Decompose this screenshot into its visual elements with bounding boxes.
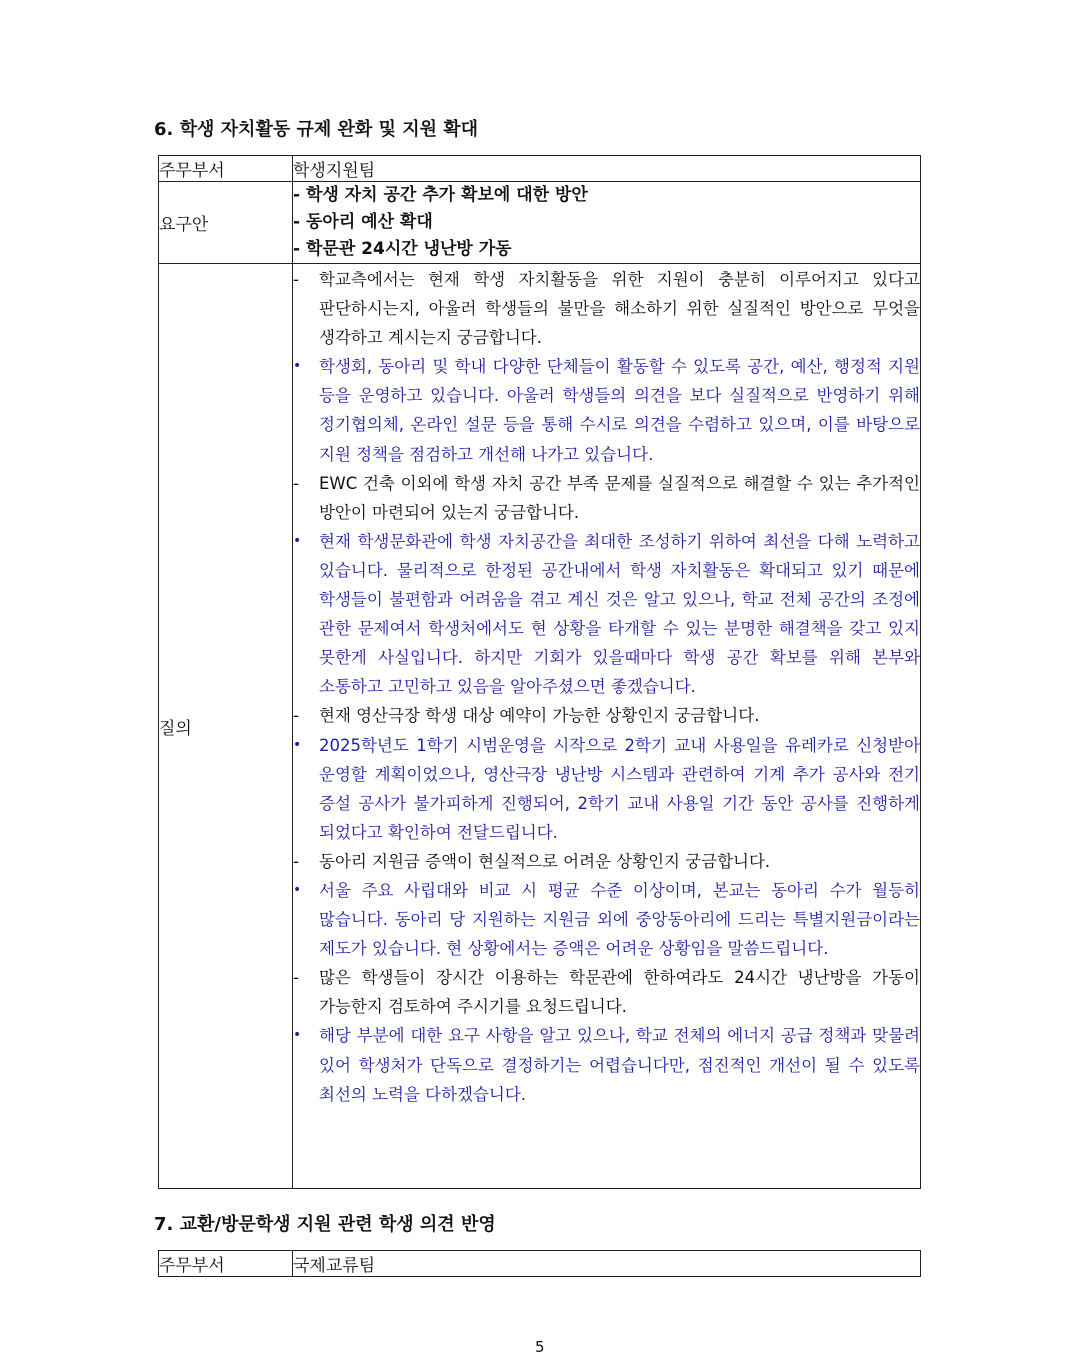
dash-marker: -	[293, 968, 299, 988]
dept-label: 주무부서	[159, 156, 293, 182]
dash-marker: -	[293, 706, 299, 726]
bullet-icon: •	[293, 881, 302, 898]
section-7-title: 7. 교환/방문학생 지원 관련 학생 의견 반영	[154, 1214, 496, 1235]
bullet-icon: •	[293, 532, 302, 549]
answer-item	[293, 876, 920, 963]
question-item	[293, 701, 920, 730]
question-text: 많은 학생들이 장시간 이용하는 학문관에 한하여라도 24시간 냉난방을 가동이 가능한지 검토하여 주시기를 요청드립니다.	[319, 968, 920, 1017]
bullet-icon: •	[293, 358, 302, 375]
answer-text: 서울 주요 사립대와 비교 시 평균 수준 이상이며, 본교는 동아리 수가 월등히 많습니다. 동아리 당 지원하는 지원금 외에 중앙동아리에 드리는 특별지원금이라는 제도가 있습니다. 현 상황에서는 증액은 어려운 상황임을 말씀드립니다.	[319, 880, 920, 959]
dash-marker: -	[293, 270, 299, 289]
dash-marker: -	[293, 851, 299, 871]
dept-label: 주무부서	[159, 1251, 293, 1277]
section-6-title: 6. 학생 자치활동 규제 완화 및 지원 확대	[154, 119, 479, 140]
answer-item	[293, 527, 920, 702]
dash-marker: -	[293, 473, 299, 493]
dept-row	[159, 156, 921, 182]
answer-text: 해당 부분에 대한 요구 사항을 알고 있으나, 학교 전체의 에너지 공급 정책과 맞물려 있어 학생처가 단독으로 결정하기는 어렵습니다만, 점진적인 개선이 될 수 있도록 최선의 노력을 다하겠습니다.	[319, 1026, 920, 1104]
section-7-table	[158, 1250, 921, 1277]
request-item: - 학문관 24시간 냉난방 가동	[293, 239, 512, 259]
question-item	[293, 265, 920, 352]
answer-text: 2025학년도 1학기 시범운영을 시작으로 2학기 교내 사용일을 유레카로 신청받아 운영할 계획이었으나, 영산극장 냉난방 시스템과 관련하여 기계 추가 공사와 전기 증설 공사가 불가피하게 진행되어, 2학기 교내 사용일 기간 동안 공사를 진행하게 되었다고 확인하여 전달드립니다.	[319, 735, 920, 842]
section-6-table	[158, 155, 921, 1189]
answer-item	[293, 1021, 920, 1108]
inquiry-content	[293, 264, 921, 1189]
page-number: 5	[535, 1338, 545, 1356]
question-item	[293, 963, 920, 1021]
bullet-icon: •	[293, 1027, 302, 1044]
question-text: 현재 영산극장 학생 대상 예약이 가능한 상황인지 궁금합니다.	[319, 706, 760, 726]
request-item: - 동아리 예산 확대	[293, 212, 433, 232]
inquiry-label: 질의	[159, 264, 293, 1189]
question-text: 동아리 지원금 증액이 현실적으로 어려운 상황인지 궁금합니다.	[319, 851, 771, 871]
question-item	[293, 847, 920, 876]
request-list	[293, 182, 921, 264]
inquiry-row	[159, 264, 921, 1189]
answer-item	[293, 731, 920, 847]
answer-text: 학생회, 동아리 및 학내 다양한 단체들이 활동할 수 있도록 공간, 예산, 행정적 지원 등을 운영하고 있습니다. 아울러 학생들의 의견을 보다 실질적으로 반영하기 위해 정기협의체, 온라인 설문 등을 통해 수시로 의견을 수렴하고 있으며, 이를 바탕으로 지원 정책을 점검하고 개선해 나가고 있습니다.	[319, 357, 920, 464]
request-item: - 학생 자치 공간 추가 확보에 대한 방안	[293, 185, 588, 205]
answer-item	[293, 352, 920, 468]
question-item	[293, 469, 920, 527]
bullet-icon: •	[293, 736, 302, 753]
question-text: EWC 건축 이외에 학생 자치 공간 부족 문제를 실질적으로 해결할 수 있는 추가적인 방안이 마련되어 있는지 궁금합니다.	[319, 473, 920, 522]
question-text: 학교측에서는 현재 학생 자치활동을 위한 지원이 충분히 이루어지고 있다고 판단하시는지, 아울러 학생들의 불만을 해소하기 위한 실질적인 방안으로 무엇을 생각하고 계시는지 궁금합니다.	[319, 270, 920, 348]
dept-value: 학생지원팀	[293, 156, 921, 182]
request-row	[159, 182, 921, 264]
request-label: 요구안	[159, 182, 293, 264]
dept-row	[159, 1251, 921, 1277]
dept-value: 국제교류팀	[293, 1251, 921, 1277]
answer-text: 현재 학생문화관에 학생 자치공간을 최대한 조성하기 위하여 최선을 다해 노력하고 있습니다. 물리적으로 한정된 공간내에서 학생 자치활동은 확대되고 있기 때문에 학생들이 불편함과 어려움을 겪고 계신 것은 알고 있으나, 학교 전체 공간의 조정에 관한 문제여서 학생처에서도 현 상황을 타개할 수 있는 분명한 해결책을 갖고 있지 못한게 사실입니다. 하지만 기회가 있을때마다 학생 공간 확보를 위해 본부와 소통하고 고민하고 있음을 알아주셨으면 좋겠습니다.	[319, 531, 920, 697]
